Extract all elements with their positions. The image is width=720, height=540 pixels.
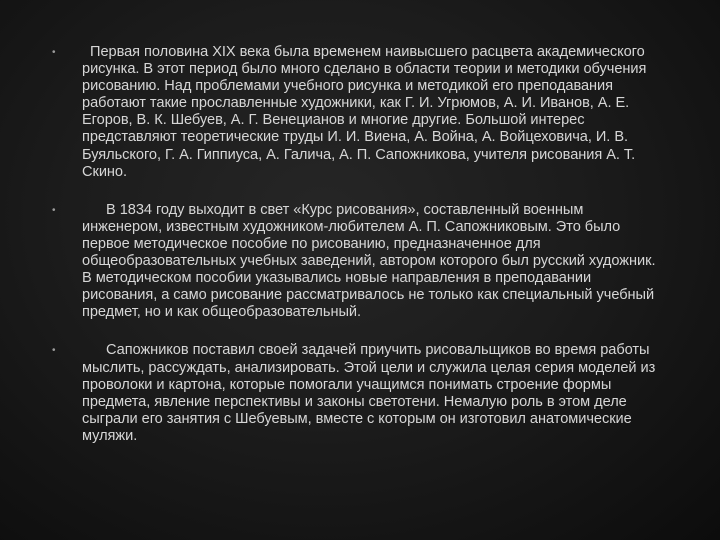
slide-content (52, 44, 662, 466)
bullet-item-1 (52, 44, 662, 181)
bullet-marker: • (52, 345, 56, 357)
bullet-marker: • (52, 47, 56, 58)
bullet-text: Первая половина XIX века была временем наивысшего расцвета академического рисунка. В этот период было много сделано в области теории и методики обучения рисованию. Над проблемами учебного рисунка и методикой его преподавания работают такие прославленные художники, как Г. И. Угрюмов, А. И. Иванов, А. Е. Егоров, В. К. Шебуев, А. Г. Венецианов и многие другие. Большой интерес представляют теоретические труды И. И. Виена, А. Война, А. Войцеховича, И. В. Буяльского, Г. А. Гиппиуса, А. Галича, А. П. Сапожникова, учителя рисования А. Т. Скино. (82, 44, 647, 180)
bullet-item-2 (52, 202, 662, 322)
bullet-marker: • (52, 204, 56, 216)
bullet-text: Сапожников поставил своей задачей приучить рисовальщиков во время работы мыслить, рассуждать, анализировать. Этой цели и служила целая серия моделей из проволоки и картона, которые помогали учащимся понимать строение формы предмета, явление перспективы и законы светотени. Немалую роль в этом деле сыграли его занятия с Шебуевым, вместе с которым он изготовил анатомические муляжи. (82, 342, 656, 444)
bullet-item-3 (52, 342, 662, 445)
bullet-text: В 1834 году выходит в свет «Курс рисования», составленный военным инженером, известным художником-любителем А. П. Сапожниковым. Это было первое методическое пособие по рисованию, предназначенное для общеобразовательных учебных заведений, автором которого был русский художник. В методическом пособии указывались новые направления в преподавании рисования, а само рисование рассматривалось не только как специальный учебный предмет, но и как общеобразовательный. (82, 201, 656, 321)
